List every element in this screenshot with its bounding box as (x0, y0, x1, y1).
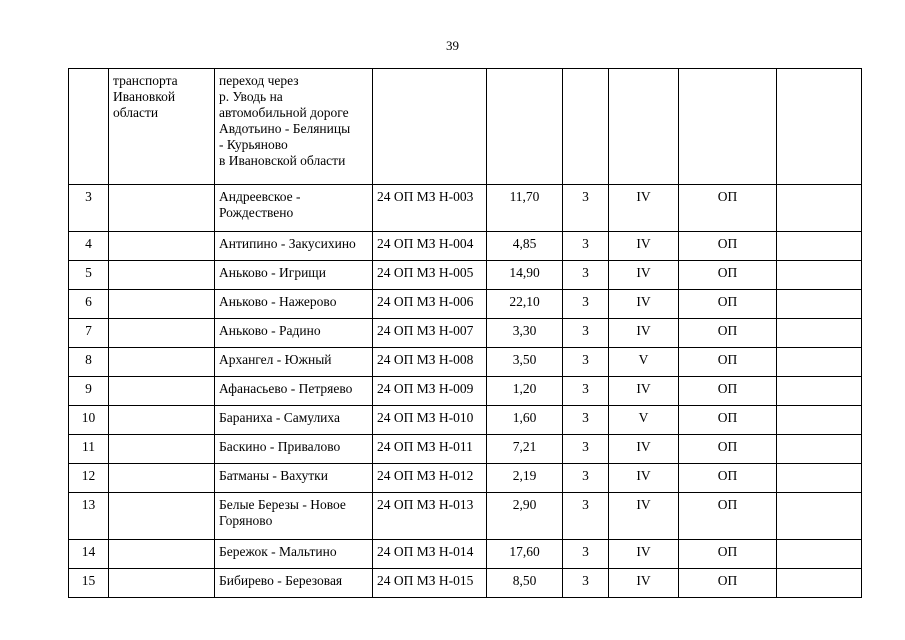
roads-table-body (69, 69, 862, 598)
cell-code: 24 ОП МЗ Н-012 (373, 464, 487, 493)
cell-category: IV (609, 185, 679, 232)
cell-code: 24 ОП МЗ Н-007 (373, 319, 487, 348)
cell-owner (109, 185, 215, 232)
cell-value-a: 3 (563, 185, 609, 232)
cell-number: 15 (69, 569, 109, 598)
cell-length: 1,20 (487, 377, 563, 406)
cell-category: IV (609, 232, 679, 261)
cell-type (679, 69, 777, 185)
table-row (69, 232, 862, 261)
cell-length: 8,50 (487, 569, 563, 598)
cell-road-name: Белые Березы - Новое Горяново (215, 493, 373, 540)
cell-category: IV (609, 464, 679, 493)
cell-code: 24 ОП МЗ Н-013 (373, 493, 487, 540)
cell-type: ОП (679, 406, 777, 435)
table-row (69, 569, 862, 598)
cell-category: IV (609, 261, 679, 290)
cell-road-name: Бараниха - Самулиха (215, 406, 373, 435)
cell-road-name: Батманы - Вахутки (215, 464, 373, 493)
cell-owner (109, 569, 215, 598)
cell-category: V (609, 348, 679, 377)
table-row (69, 406, 862, 435)
cell-extra (777, 232, 862, 261)
cell-value-a: 3 (563, 319, 609, 348)
cell-category: IV (609, 493, 679, 540)
cell-extra (777, 319, 862, 348)
cell-code: 24 ОП МЗ Н-009 (373, 377, 487, 406)
table-row (69, 493, 862, 540)
table-row (69, 185, 862, 232)
cell-road-name: Аньково - Радино (215, 319, 373, 348)
cell-category: IV (609, 569, 679, 598)
cell-number: 3 (69, 185, 109, 232)
table-row (69, 377, 862, 406)
cell-road-name: Антипино - Закусихино (215, 232, 373, 261)
cell-code: 24 ОП МЗ Н-015 (373, 569, 487, 598)
page-number: 39 (446, 38, 459, 53)
cell-road-name: Аньково - Нажерово (215, 290, 373, 319)
cell-owner (109, 464, 215, 493)
cell-value-a: 3 (563, 406, 609, 435)
cell-extra (777, 493, 862, 540)
cell-number: 13 (69, 493, 109, 540)
cell-length: 17,60 (487, 540, 563, 569)
cell-number: 4 (69, 232, 109, 261)
cell-extra (777, 464, 862, 493)
cell-value-a: 3 (563, 290, 609, 319)
cell-length: 22,10 (487, 290, 563, 319)
cell-extra (777, 540, 862, 569)
roads-table (68, 68, 862, 598)
cell-extra (777, 377, 862, 406)
cell-owner (109, 232, 215, 261)
cell-value-a: 3 (563, 261, 609, 290)
cell-length: 14,90 (487, 261, 563, 290)
cell-number: 8 (69, 348, 109, 377)
cell-number: 9 (69, 377, 109, 406)
cell-number: 12 (69, 464, 109, 493)
cell-owner (109, 540, 215, 569)
cell-type: ОП (679, 185, 777, 232)
cell-road-name: Баскино - Привалово (215, 435, 373, 464)
cell-value-a: 3 (563, 232, 609, 261)
cell-type: ОП (679, 261, 777, 290)
cell-extra (777, 569, 862, 598)
cell-code: 24 ОП МЗ Н-004 (373, 232, 487, 261)
cell-length: 2,90 (487, 493, 563, 540)
cell-extra (777, 290, 862, 319)
cell-value-a: 3 (563, 464, 609, 493)
cell-type: ОП (679, 319, 777, 348)
cell-value-a: 3 (563, 493, 609, 540)
cell-owner (109, 493, 215, 540)
table-row (69, 319, 862, 348)
cell-owner (109, 319, 215, 348)
cell-value-a: 3 (563, 377, 609, 406)
cell-code: 24 ОП МЗ Н-006 (373, 290, 487, 319)
cell-type: ОП (679, 540, 777, 569)
cell-number: 6 (69, 290, 109, 319)
cell-road-name: Архангел - Южный (215, 348, 373, 377)
table-row (69, 348, 862, 377)
cell-value-a: 3 (563, 435, 609, 464)
cell-code: 24 ОП МЗ Н-011 (373, 435, 487, 464)
cell-code: 24 ОП МЗ Н-014 (373, 540, 487, 569)
cell-owner: транспорта Ивановкой области (109, 69, 215, 185)
cell-extra (777, 435, 862, 464)
cell-number: 7 (69, 319, 109, 348)
cell-number: 11 (69, 435, 109, 464)
cell-extra (777, 261, 862, 290)
cell-owner (109, 261, 215, 290)
table-row (69, 435, 862, 464)
cell-type: ОП (679, 493, 777, 540)
cell-owner (109, 348, 215, 377)
cell-type: ОП (679, 569, 777, 598)
cell-type: ОП (679, 348, 777, 377)
cell-category: IV (609, 319, 679, 348)
table-row (69, 290, 862, 319)
cell-category: V (609, 406, 679, 435)
cell-category (609, 69, 679, 185)
cell-category: IV (609, 290, 679, 319)
cell-value-a: 3 (563, 348, 609, 377)
cell-length: 3,50 (487, 348, 563, 377)
cell-extra (777, 348, 862, 377)
cell-value-a: 3 (563, 569, 609, 598)
cell-road-name: Афанасьево - Петряево (215, 377, 373, 406)
cell-type: ОП (679, 464, 777, 493)
continuation-row (69, 69, 862, 185)
cell-road-name: Бибирево - Березовая (215, 569, 373, 598)
cell-length: 1,60 (487, 406, 563, 435)
cell-road-name: переход через р. Уводь на автомобильной дороге Авдотьино - Беляницы - Курьяново в Ивановской области (215, 69, 373, 185)
cell-length: 3,30 (487, 319, 563, 348)
cell-owner (109, 406, 215, 435)
cell-code: 24 ОП МЗ Н-005 (373, 261, 487, 290)
cell-category: IV (609, 540, 679, 569)
cell-code: 24 ОП МЗ Н-008 (373, 348, 487, 377)
cell-number: 14 (69, 540, 109, 569)
cell-length: 7,21 (487, 435, 563, 464)
cell-code: 24 ОП МЗ Н-010 (373, 406, 487, 435)
cell-code: 24 ОП МЗ Н-003 (373, 185, 487, 232)
cell-category: IV (609, 377, 679, 406)
cell-value-a: 3 (563, 540, 609, 569)
cell-owner (109, 377, 215, 406)
table-row (69, 464, 862, 493)
cell-type: ОП (679, 290, 777, 319)
cell-type: ОП (679, 232, 777, 261)
cell-road-name: Бережок - Мальтино (215, 540, 373, 569)
table-row (69, 540, 862, 569)
cell-value-a (563, 69, 609, 185)
cell-extra (777, 69, 862, 185)
cell-length: 4,85 (487, 232, 563, 261)
cell-extra (777, 185, 862, 232)
cell-number (69, 69, 109, 185)
table-row (69, 261, 862, 290)
cell-number: 5 (69, 261, 109, 290)
cell-owner (109, 435, 215, 464)
cell-owner (109, 290, 215, 319)
cell-length: 2,19 (487, 464, 563, 493)
cell-category: IV (609, 435, 679, 464)
cell-type: ОП (679, 435, 777, 464)
cell-road-name: Андреевское - Рождествено (215, 185, 373, 232)
cell-road-name: Аньково - Игрищи (215, 261, 373, 290)
cell-number: 10 (69, 406, 109, 435)
cell-extra (777, 406, 862, 435)
cell-length (487, 69, 563, 185)
cell-type: ОП (679, 377, 777, 406)
cell-length: 11,70 (487, 185, 563, 232)
cell-code (373, 69, 487, 185)
